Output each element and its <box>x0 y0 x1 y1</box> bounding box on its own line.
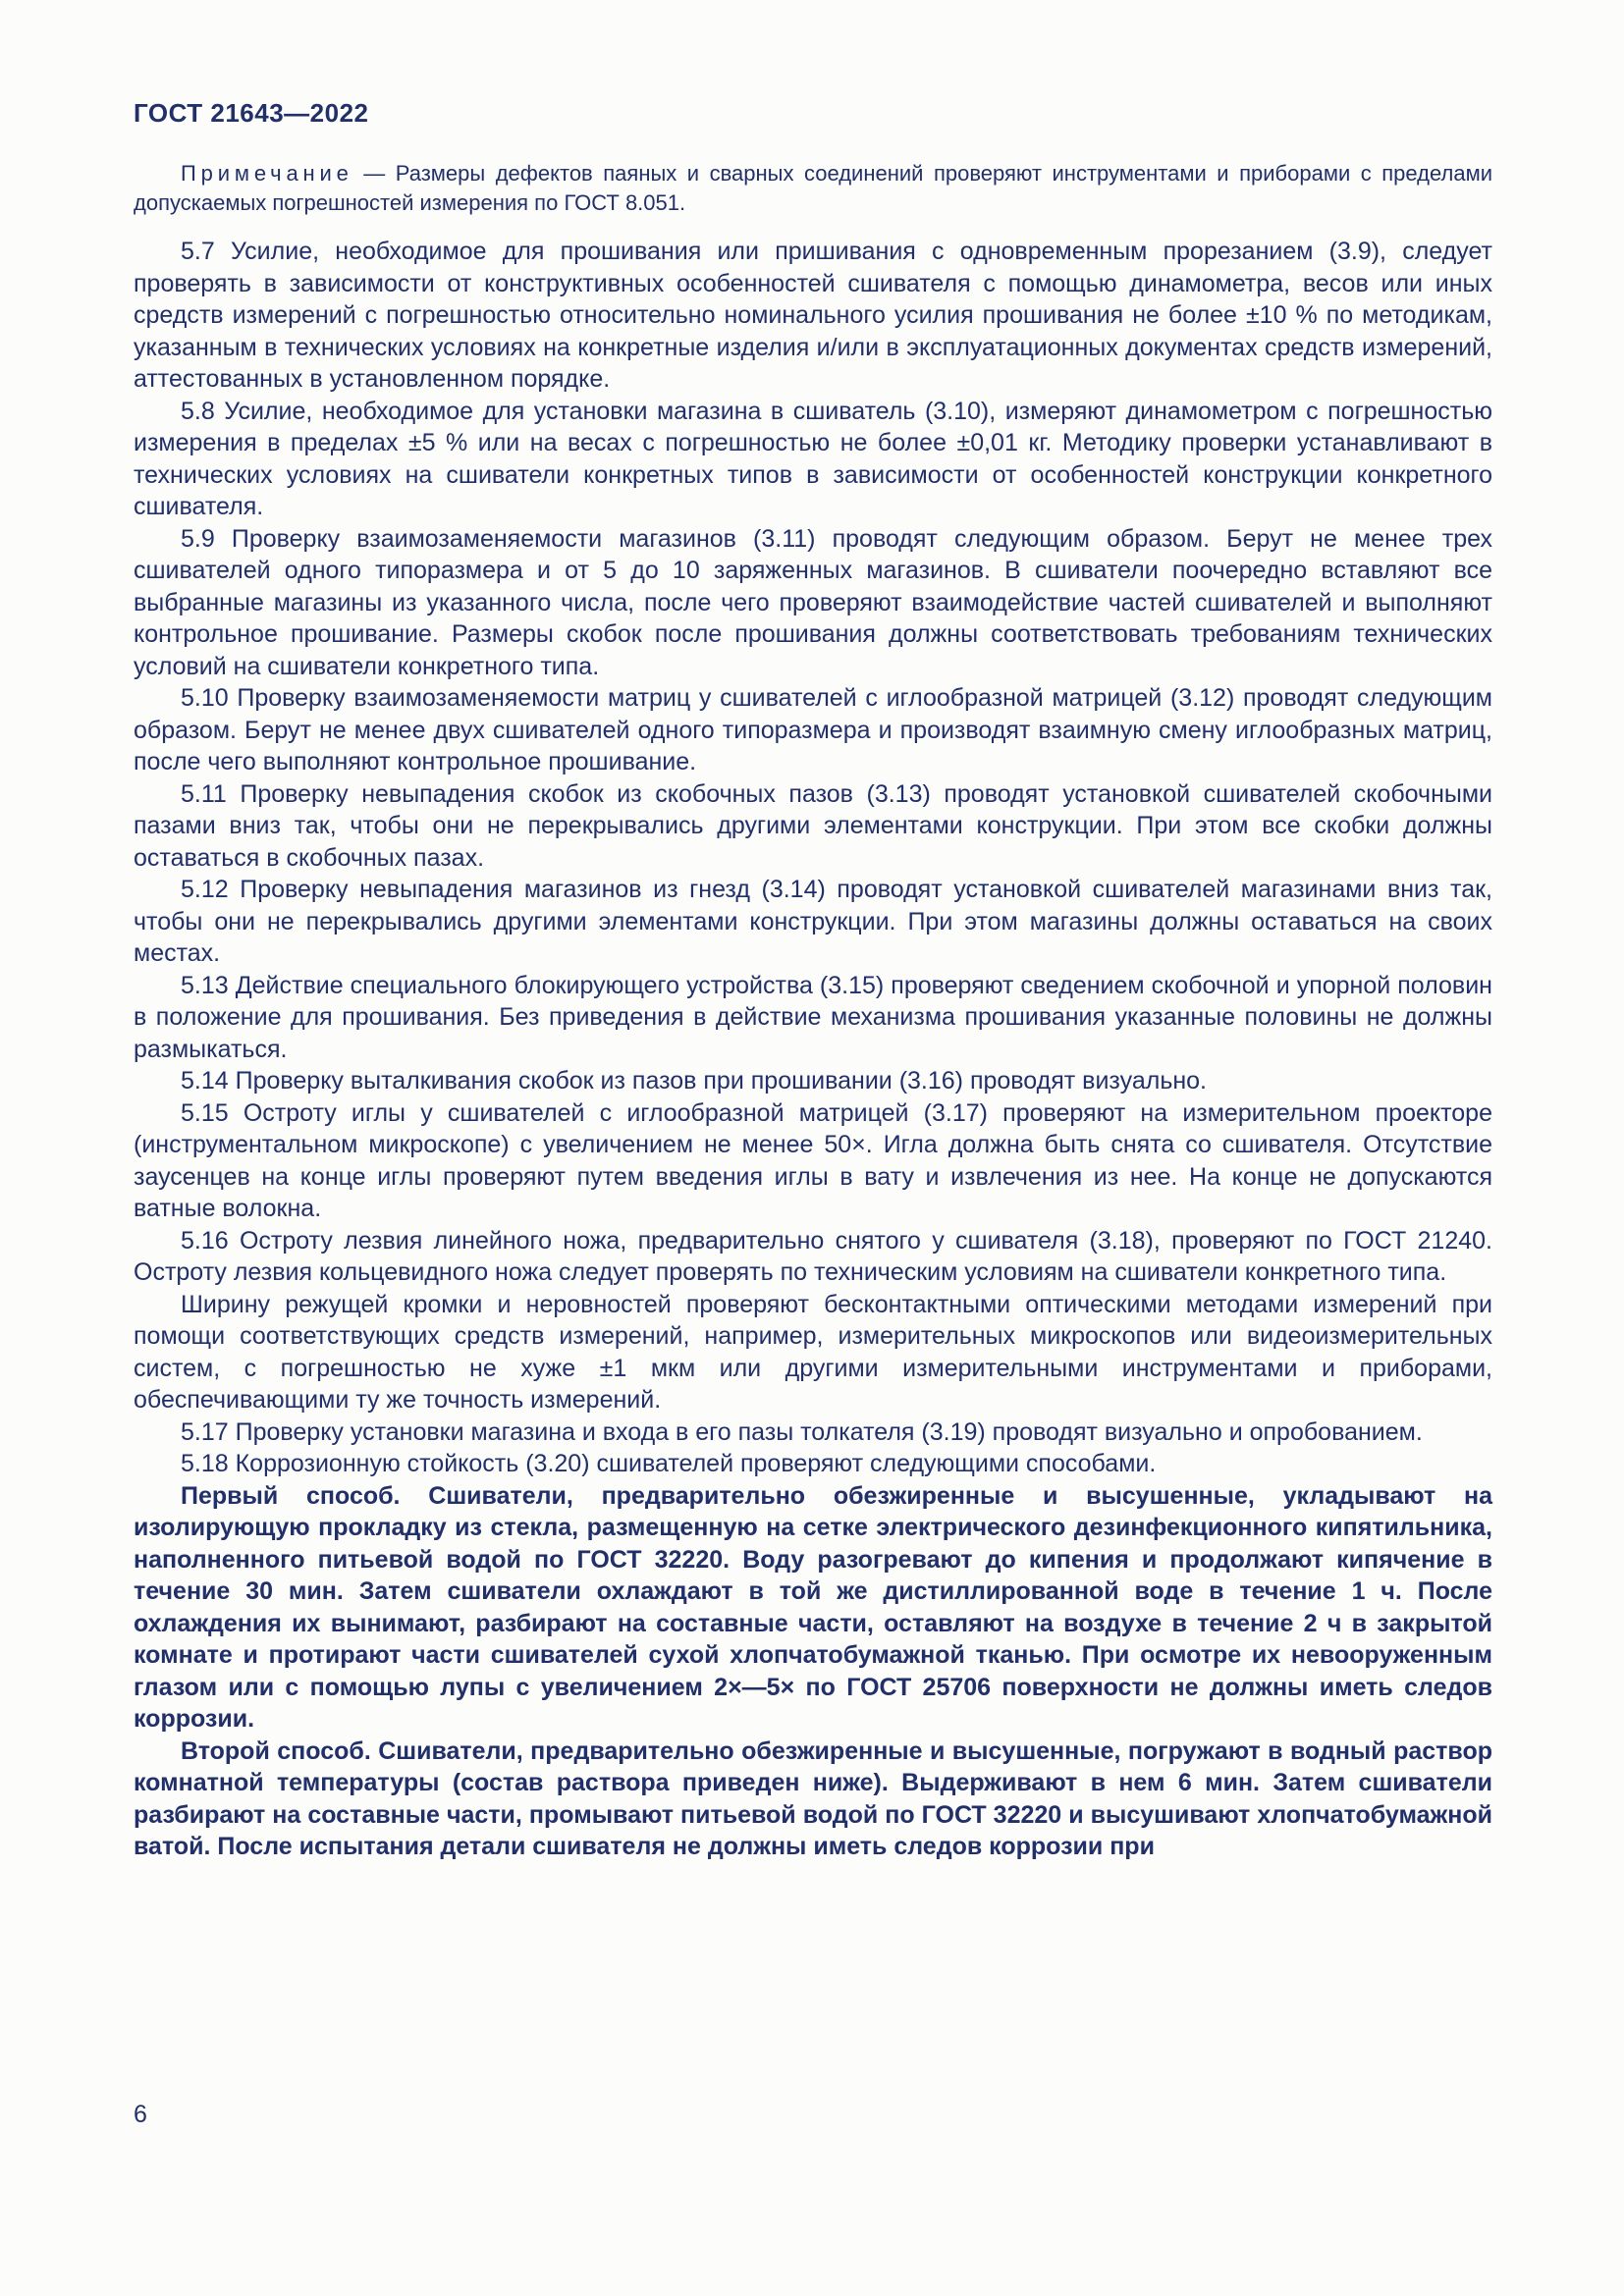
paragraph-lead: Первый способ. <box>181 1481 401 1510</box>
note-label: Примечание <box>181 161 353 186</box>
paragraph: 5.18 Коррозионную стойкость (3.20) сшивателей проверяют следующими способами. <box>181 1450 1157 1477</box>
document-body <box>134 155 1492 1863</box>
paragraph: Второй способ. Сшиватели, предварительно обезжиренные и высушенные, погружают в водный раствор комнатной температуры (состав раствора приведен ниже). Выдерживают в нем 6 мин. Затем сшиватели разбирают на составные части, промывают питьевой водой по ГОСТ 32220 и высушивают хлопчатобумажной ватой. После испытания детали сшивателя не должны иметь следов коррозии при <box>134 1736 1492 1860</box>
paragraph: 5.12 Проверку невыпадения магазинов из гнезд (3.14) проводят установкой сшивателей магазинами вниз так, чтобы они не перекрывались другими элементами конструкции. При этом магазины должны оставаться на своих местах. <box>134 876 1492 967</box>
paragraph: Первый способ. Сшиватели, предварительно обезжиренные и высушенные, укладывают на изолирующую прокладку из стекла, размещенную на сетке электрического дезинфекционного кипятильника, наполненного питьевой водой по ГОСТ 32220. Воду разогревают до кипения и продолжают кипячение в течение 30 мин. Затем сшиватели охлаждают в той же дистиллированной воде в течение 1 ч. После охлаждения их вынимают, разбирают на составные части, оставляют на воздухе в течение 2 ч в закрытой комнате и протирают части сшивателей сухой хлопчатобумажной тканью. При осмотре их невооруженным глазом или с помощью лупы с увеличением 2×—5× по ГОСТ 25706 поверхности не должны иметь следов коррозии. <box>134 1481 1493 1733</box>
paragraph: 5.13 Действие специального блокирующего устройства (3.15) проверяют сведением скобочной и упорной половин в положение для прошивания. Без приведения в действие механизма прошивания указанные половины не должны размыкаться. <box>134 971 1492 1063</box>
paragraph: Ширину режущей кромки и неровностей проверяют бесконтактными оптическими методами измерений при помощи соответствующих средств измерений, например, измерительных микроскопов или видеоизмерительных систем, с погрешностью не хуже ±1 мкм или другими измерительными инструментами и приборами, обеспечивающими ту же точность измерений. <box>134 1290 1492 1414</box>
note-paragraph: Примечание — Размеры дефектов паяных и сварных соединений проверяют инструментами и приборами с пределами допускаемых погрешностей измерения по ГОСТ 8.051. <box>134 161 1492 215</box>
paragraph-lead: Второй способ. <box>181 1736 371 1765</box>
document-designation: ГОСТ 21643—2022 <box>134 98 369 128</box>
paragraph: 5.7 Усилие, необходимое для прошивания или пришивания с одновременным прорезанием (3.9), следует проверять в зависимости от конструктивных особенностей сшивателя с помощью динамометра, весов или иных средств измерений с погрешностью относительно номинального усилия прошивания не более ±10 % по методикам, указанным в технических условиях на конкретные изделия и/или в эксплуатационных документах средств измерений, аттестованных в установленном порядке. <box>134 238 1492 393</box>
paragraph: 5.16 Остроту лезвия линейного ножа, предварительно снятого у сшивателя (3.18), проверяют по ГОСТ 21240. Остроту лезвия кольцевидного ножа следует проверять по техническим условиям на сшиватели конкретного типа. <box>134 1226 1492 1286</box>
paragraph: 5.17 Проверку установки магазина и входа в его пазы толкателя (3.19) проводят визуально и опробованием. <box>181 1417 1423 1446</box>
page-number: 6 <box>134 2101 147 2128</box>
paragraph: 5.11 Проверку невыпадения скобок из скобочных пазов (3.13) проводят установкой сшивателей скобочными пазами вниз так, чтобы они не перекрывались другими элементами конструкции. При этом все скобки должны оставаться в скобочных пазах. <box>134 779 1492 872</box>
paragraph: 5.8 Усилие, необходимое для установки магазина в сшиватель (3.10), измеряют динамометром с погрешностью измерения в пределах ±5 % или на весах с погрешностью не более ±0,01 кг. Методику проверки устанавливают в технических условиях на сшиватели конкретных типов в зависимости от особенностей конструкции конкретного сшивателя. <box>134 397 1492 520</box>
paragraph: 5.10 Проверку взаимозаменяемости матриц у сшивателей с иглообразной матрицей (3.12) проводят следующим образом. Берут не менее двух сшивателей одного типоразмера и производят взаимную смену иглообразных матриц, после чего выполняют контрольное прошивание. <box>134 684 1492 775</box>
paragraph: 5.9 Проверку взаимозаменяемости магазинов (3.11) проводят следующим образом. Берут не менее трех сшивателей одного типоразмера и от 5 до 10 заряженных магазинов. В сшиватели поочередно вставляют все выбранные магазины из указанного числа, после чего проверяют взаимодействие частей сшивателей и выполняют контрольное прошивание. Размеры скобок после прошивания должны соответствовать требованиям технических условий на сшиватели конкретного типа. <box>134 524 1492 680</box>
paragraph: 5.14 Проверку выталкивания скобок из пазов при прошивании (3.16) проводят визуально. <box>181 1067 1207 1095</box>
paragraph: 5.15 Остроту иглы у сшивателей с иглообразной матрицей (3.17) проверяют на измерительном проекторе (инструментальном микроскопе) с увеличением не менее 50×. Игла должна быть снята со сшивателя. Отсутствие заусенцев на конце иглы проверяют путем введения иглы в вату и извлечения из нее. На конце не допускаются ватные волокна. <box>134 1098 1492 1222</box>
